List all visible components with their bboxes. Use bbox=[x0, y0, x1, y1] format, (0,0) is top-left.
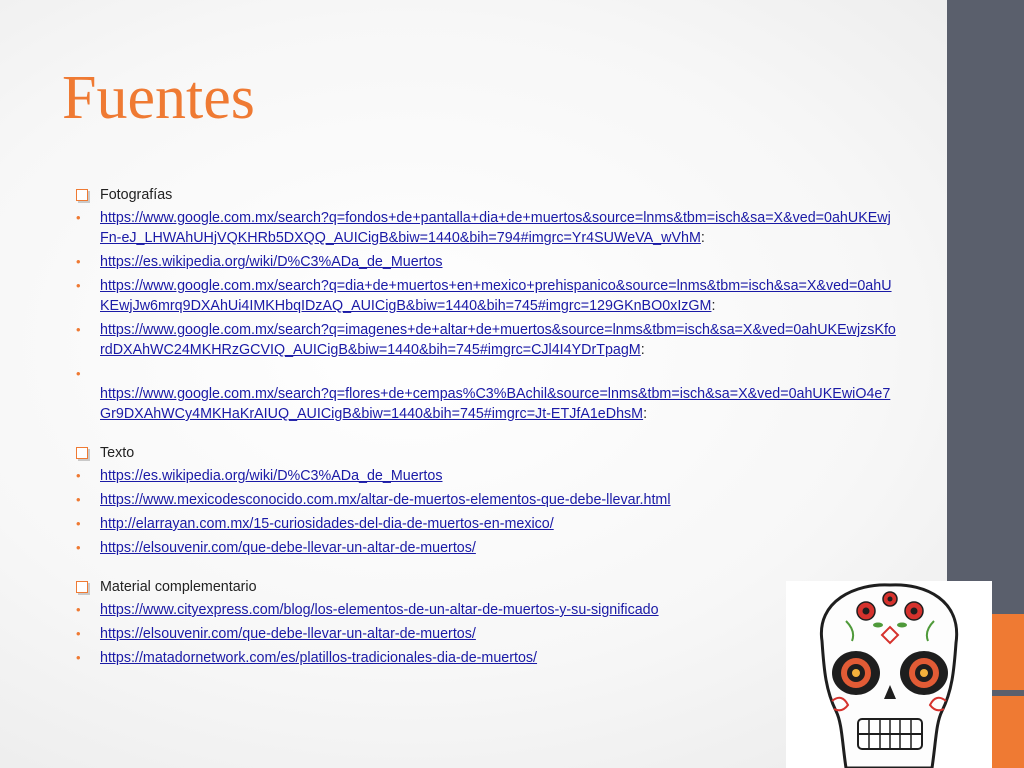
list-item bbox=[76, 208, 896, 248]
link-suffix: : bbox=[711, 298, 716, 314]
source-link[interactable]: https://es.wikipedia.org/wiki/D%C3%ADa_de_Muertos bbox=[100, 468, 443, 484]
list-item bbox=[76, 514, 896, 534]
sugar-skull-icon bbox=[786, 581, 992, 768]
section-heading-fotografias bbox=[76, 184, 896, 206]
slide-title: Fuentes bbox=[62, 64, 255, 132]
list-item bbox=[76, 364, 896, 424]
list-item bbox=[76, 538, 896, 558]
bullet-icon: • bbox=[76, 366, 81, 381]
sugar-skull-image bbox=[786, 581, 992, 768]
checkbox-bullet-icon bbox=[76, 189, 88, 201]
section-heading-texto bbox=[76, 442, 896, 464]
section-gap bbox=[76, 562, 896, 576]
bullet-icon: • bbox=[76, 516, 81, 531]
section-gap bbox=[76, 428, 896, 442]
source-link[interactable]: https://www.google.com.mx/search?q=imagenes+de+altar+de+muertos&source=lnms&tbm=isch&sa=X&ved=0ahUKEwjzsKfordDXAhWC24MKHRzGCVIQ_AUICigB&biw=1440&bih=745#imgrc=CJl4I4YDrTpagM bbox=[100, 322, 896, 358]
source-link[interactable]: https://www.google.com.mx/search?q=fondos+de+pantalla+dia+de+muertos&source=lnms&tbm=isch&sa=X&ved=0ahUKEwjFn-eJ_LHWAhUHjVQKHRb5DXQQ_AUICigB&biw=1440&bih=794#imgrc=Yr4SUWeVA_wVhM bbox=[100, 210, 891, 246]
bullet-icon: • bbox=[76, 540, 81, 555]
bullet-icon: • bbox=[76, 322, 81, 337]
source-link[interactable]: http://elarrayan.com.mx/15-curiosidades-del-dia-de-muertos-en-mexico/ bbox=[100, 516, 554, 532]
source-list bbox=[76, 184, 896, 672]
source-link[interactable]: https://www.mexicodesconocido.com.mx/altar-de-muertos-elementos-que-debe-llevar.html bbox=[100, 492, 671, 508]
checkbox-bullet-icon bbox=[76, 447, 88, 459]
source-link[interactable]: https://elsouvenir.com/que-debe-llevar-un-altar-de-muertos/ bbox=[100, 626, 476, 642]
list-item bbox=[76, 600, 896, 620]
source-link[interactable]: https://es.wikipedia.org/wiki/D%C3%ADa_de_Muertos bbox=[100, 254, 443, 270]
bullet-icon: • bbox=[76, 254, 81, 269]
bullet-icon: • bbox=[76, 602, 81, 617]
list-item bbox=[76, 466, 896, 486]
bullet-icon: • bbox=[76, 278, 81, 293]
section-label: Material complementario bbox=[100, 579, 257, 595]
source-link[interactable]: https://www.google.com.mx/search?q=flores+de+cempas%C3%BAchil&source=lnms&tbm=isch&sa=X&ved=0ahUKEwiO4e7Gr9DXAhWCy4MKHaKrAIUQ_AUICigB&biw=1440&bih=745#imgrc=Jt-ETJfA1eDhsM bbox=[100, 386, 891, 422]
bullet-icon: • bbox=[76, 468, 81, 483]
list-item bbox=[76, 490, 896, 510]
accent-block-bottom bbox=[992, 696, 1024, 768]
section-label: Texto bbox=[100, 445, 135, 461]
list-item bbox=[76, 320, 896, 360]
section-heading-material-complementario bbox=[76, 576, 896, 598]
list-item bbox=[76, 276, 896, 316]
link-suffix: : bbox=[700, 230, 705, 246]
bullet-icon: • bbox=[76, 626, 81, 641]
section-label: Fotografías bbox=[100, 187, 173, 203]
bullet-icon: • bbox=[76, 492, 81, 507]
bullet-icon: • bbox=[76, 210, 81, 225]
source-link[interactable]: https://matadornetwork.com/es/platillos-tradicionales-dia-de-muertos/ bbox=[100, 650, 538, 666]
accent-block-top bbox=[992, 614, 1024, 690]
list-item bbox=[76, 648, 896, 668]
source-link[interactable]: https://elsouvenir.com/que-debe-llevar-un-altar-de-muertos/ bbox=[100, 540, 476, 556]
link-suffix: : bbox=[643, 406, 648, 422]
bullet-icon: • bbox=[76, 650, 81, 665]
source-link[interactable]: https://www.google.com.mx/search?q=dia+de+muertos+en+mexico+prehispanico&source=lnms&tbm=isch&sa=X&ved=0ahUKEwjJw6mrq9DXAhUi4IMKHbqIDzAQ_AUICigB&biw=1440&bih=745#imgrc=129GKnBO0xIzGM bbox=[100, 278, 892, 314]
list-item bbox=[76, 252, 896, 272]
checkbox-bullet-icon bbox=[76, 581, 88, 593]
link-suffix: : bbox=[640, 342, 645, 358]
source-link[interactable]: https://www.cityexpress.com/blog/los-elementos-de-un-altar-de-muertos-y-su-significado bbox=[100, 602, 659, 618]
list-item bbox=[76, 624, 896, 644]
